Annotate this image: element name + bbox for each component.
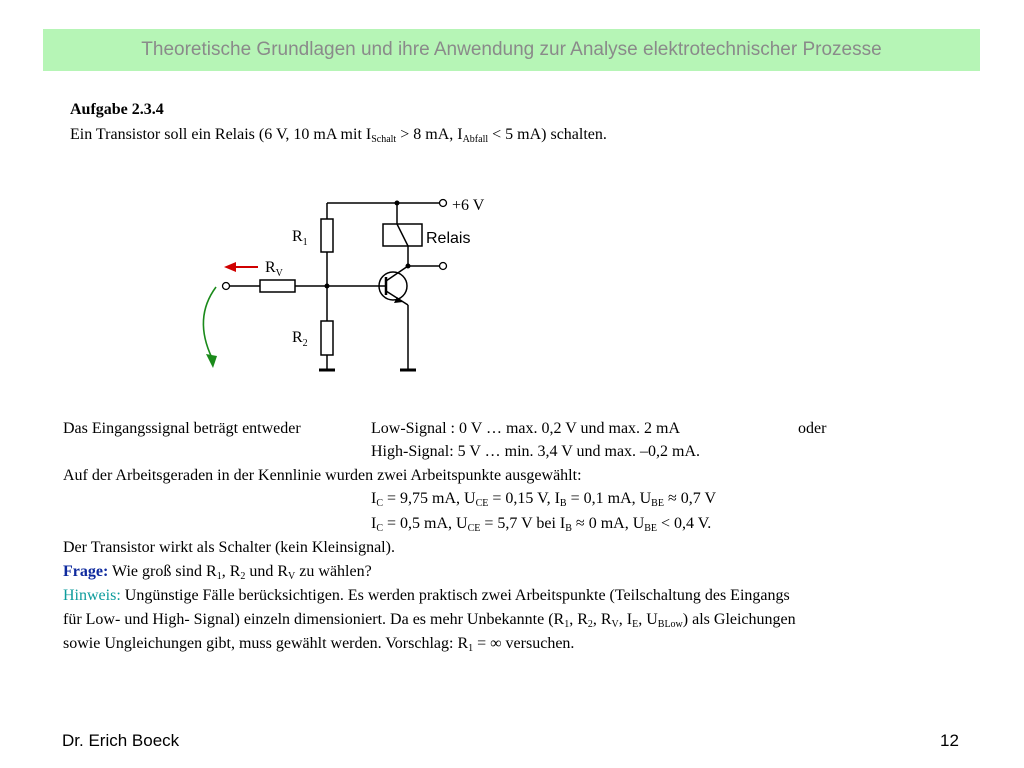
rv-label: $R_V$: [265, 259, 283, 279]
question-label: Frage:: [63, 563, 109, 580]
question-line: Frage: Wie groß sind $R_1$, $R_2$ und $R_V$ zu wählen?: [63, 563, 372, 582]
slide-title: Theoretische Grundlagen und ihre Anwendung zur Analyse elektrotechnischer Prozesse: [141, 39, 882, 60]
page-number: 12: [940, 731, 959, 750]
slide-header: [43, 29, 980, 71]
resistor-r2: [321, 321, 333, 355]
hint-line-2: für Low- und High- Signal) einzeln dimensioniert. Da es mehr Unbekannte ($R_1$, $R_2$, $R_V$, $I_E$, $U_{BLow}$) als Gleichungen: [63, 611, 796, 630]
hint-line-1: Hinweis: Ungünstige Fälle berücksichtigen. Es werden praktisch zwei Arbeitspunkte (Teilschaltung des Eingangs: [63, 587, 790, 604]
r2-label: $R_2$: [292, 329, 308, 349]
hint-label: Hinweis:: [63, 587, 121, 604]
hint-line-3: sowie Ungleichungen gibt, muss gewählt werden. Vorschlag: $R_1$ = ∞ versuchen.: [63, 635, 575, 654]
workpoint-1: $I_C = 9,75$ mA, $U_{CE} = 0,15$ V, $I_B = 0,1$ mA, $U_{BE} \approx 0,7$ V: [371, 490, 716, 509]
input-signal-intro: Das Eingangssignal beträgt entweder: [63, 420, 301, 437]
green-curved-arrow: [203, 287, 216, 358]
task-title: Aufgabe 2.3.4: [70, 101, 164, 118]
green-arrow-head: [206, 354, 217, 368]
workpoint-2: $I_C = 0,5$ mA, $U_{CE} = 5,7$ V bei $I_B \approx 0$ mA, $U_{BE} < 0,4$ V.: [371, 515, 712, 534]
supply-label: +6 V: [452, 197, 485, 214]
resistor-r1: [321, 219, 333, 252]
input-terminal: [223, 283, 230, 290]
low-signal-spec: Low-Signal : 0 V … max. 0,2 V und max. 2 mA: [371, 420, 681, 437]
footer-author: Dr. Erich Boeck: [62, 731, 180, 750]
transistor-circuit-diagram: [190, 185, 510, 385]
switch-note: Der Transistor wirkt als Schalter (kein Kleinsignal).: [63, 539, 395, 556]
or-word: oder: [798, 420, 827, 437]
workpoints-intro: Auf der Arbeitsgeraden in der Kennlinie wurden zwei Arbeitspunkte ausgewählt:: [63, 467, 582, 484]
resistor-rv: [260, 280, 295, 292]
high-signal-spec: High-Signal: 5 V … min. 3,4 V und max. –0,2 mA.: [371, 443, 701, 460]
red-arrow-head: [224, 262, 236, 272]
r1-label: $R_1$: [292, 228, 308, 248]
relay-label: Relais: [426, 230, 471, 247]
supply-terminal: [440, 200, 447, 207]
task-intro: Ein Transistor soll ein Relais (6 V, 10 mA mit $I_{Schalt} > 8$ mA, $I_{Abfall} < 5$ mA) schalten.: [70, 126, 607, 145]
collector-terminal: [440, 263, 447, 270]
